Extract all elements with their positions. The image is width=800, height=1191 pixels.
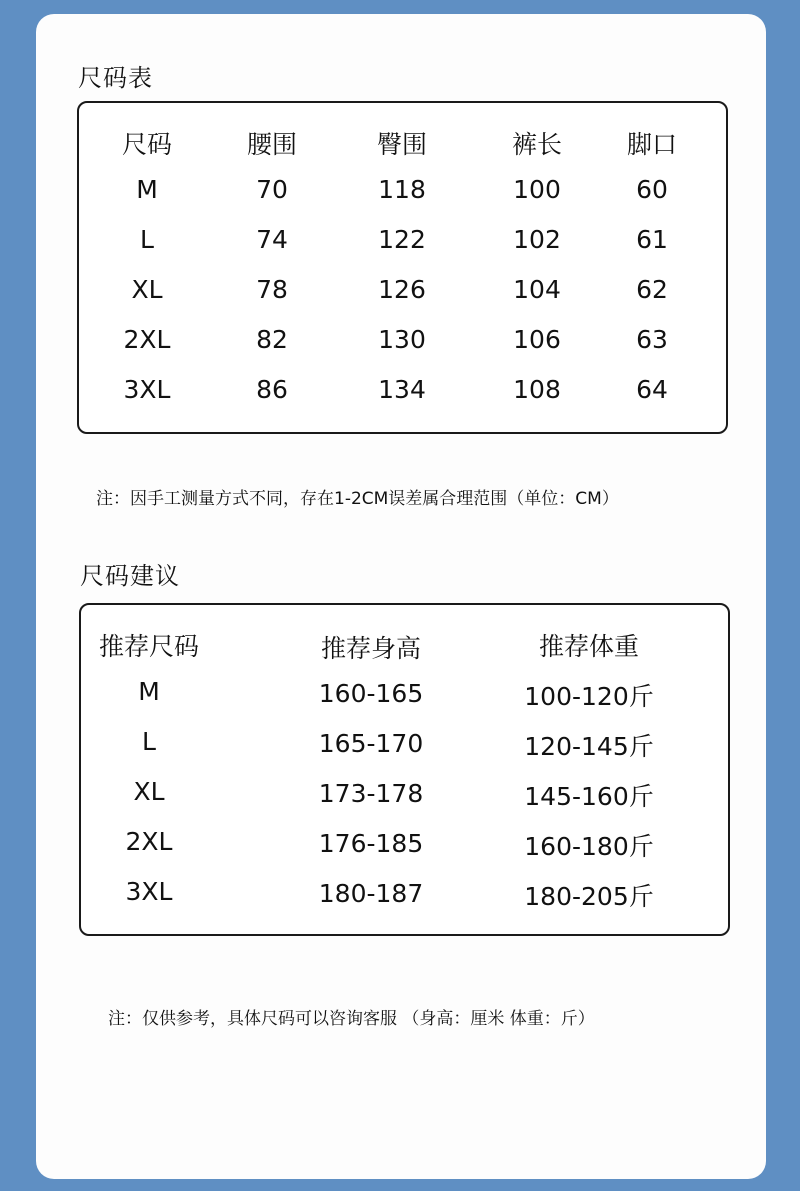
size-table-cell: 108 bbox=[513, 375, 561, 404]
size-table-cell: 61 bbox=[636, 225, 668, 254]
recommend-table-cell: 160-165 bbox=[318, 679, 424, 708]
size-table-cell: 3XL bbox=[123, 375, 171, 404]
size-table-header-length: 裤长 bbox=[511, 130, 563, 159]
size-table-cell: 78 bbox=[256, 275, 288, 304]
recommend-table-title: 尺码建议 bbox=[80, 562, 180, 590]
recommend-table-cell: 100-120斤 bbox=[524, 682, 654, 711]
size-table-cell: 63 bbox=[636, 325, 668, 354]
size-table-cell: 60 bbox=[636, 175, 668, 204]
recommend-table-cell: 120-145斤 bbox=[524, 732, 654, 761]
recommend-table-cell: M bbox=[138, 677, 160, 706]
size-table-cell: 74 bbox=[256, 225, 288, 254]
size-table-cell: M bbox=[136, 175, 158, 204]
size-table-cell: 70 bbox=[256, 175, 288, 204]
recommend-table-cell: L bbox=[142, 727, 156, 756]
size-table-title: 尺码表 bbox=[78, 64, 153, 92]
size-table-cell: 82 bbox=[256, 325, 288, 354]
recommend-table-header-weight: 推荐体重 bbox=[538, 632, 640, 661]
size-table-cell: 2XL bbox=[123, 325, 171, 354]
recommend-table-cell: 160-180斤 bbox=[524, 832, 654, 861]
recommend-table-cell: 176-185 bbox=[318, 829, 424, 858]
recommend-table-note: 注：仅供参考，具体尺码可以咨询客服 （身高：厘米 体重：斤） bbox=[108, 1009, 595, 1029]
size-table-cell: 130 bbox=[378, 325, 426, 354]
size-table-cell: 102 bbox=[513, 225, 561, 254]
size-table-header-hem: 脚口 bbox=[626, 130, 678, 159]
size-table-cell: 100 bbox=[513, 175, 561, 204]
size-table-cell: 104 bbox=[513, 275, 561, 304]
recommend-table-cell: 180-205斤 bbox=[524, 882, 654, 911]
size-table-cell: 122 bbox=[378, 225, 426, 254]
size-table bbox=[77, 101, 728, 434]
size-table-cell: 64 bbox=[636, 375, 668, 404]
size-table-cell: 118 bbox=[378, 175, 426, 204]
recommend-table-header-height: 推荐身高 bbox=[320, 634, 422, 663]
size-table-header-size: 尺码 bbox=[121, 130, 173, 159]
recommend-table-cell: 2XL bbox=[125, 827, 173, 856]
recommend-table-cell: 180-187 bbox=[318, 879, 424, 908]
size-table-header-hip: 臀围 bbox=[376, 130, 428, 159]
recommend-table-cell: 165-170 bbox=[318, 729, 424, 758]
size-table-cell: 106 bbox=[513, 325, 561, 354]
recommend-table-cell: 173-178 bbox=[318, 779, 424, 808]
size-table-cell: 86 bbox=[256, 375, 288, 404]
size-table-cell: 126 bbox=[378, 275, 426, 304]
size-table-cell: L bbox=[140, 225, 154, 254]
size-table-cell: 134 bbox=[378, 375, 426, 404]
recommend-table-cell: XL bbox=[133, 777, 165, 806]
size-table-cell: XL bbox=[131, 275, 163, 304]
recommend-table-cell: 3XL bbox=[125, 877, 173, 906]
size-table-note: 注：因手工测量方式不同，存在1-2CM误差属合理范围（单位：CM） bbox=[96, 489, 619, 509]
size-table-header-waist: 腰围 bbox=[246, 130, 298, 159]
recommend-table-header-size: 推荐尺码 bbox=[98, 632, 200, 661]
recommend-table bbox=[79, 603, 730, 936]
size-table-cell: 62 bbox=[636, 275, 668, 304]
recommend-table-cell: 145-160斤 bbox=[524, 782, 654, 811]
